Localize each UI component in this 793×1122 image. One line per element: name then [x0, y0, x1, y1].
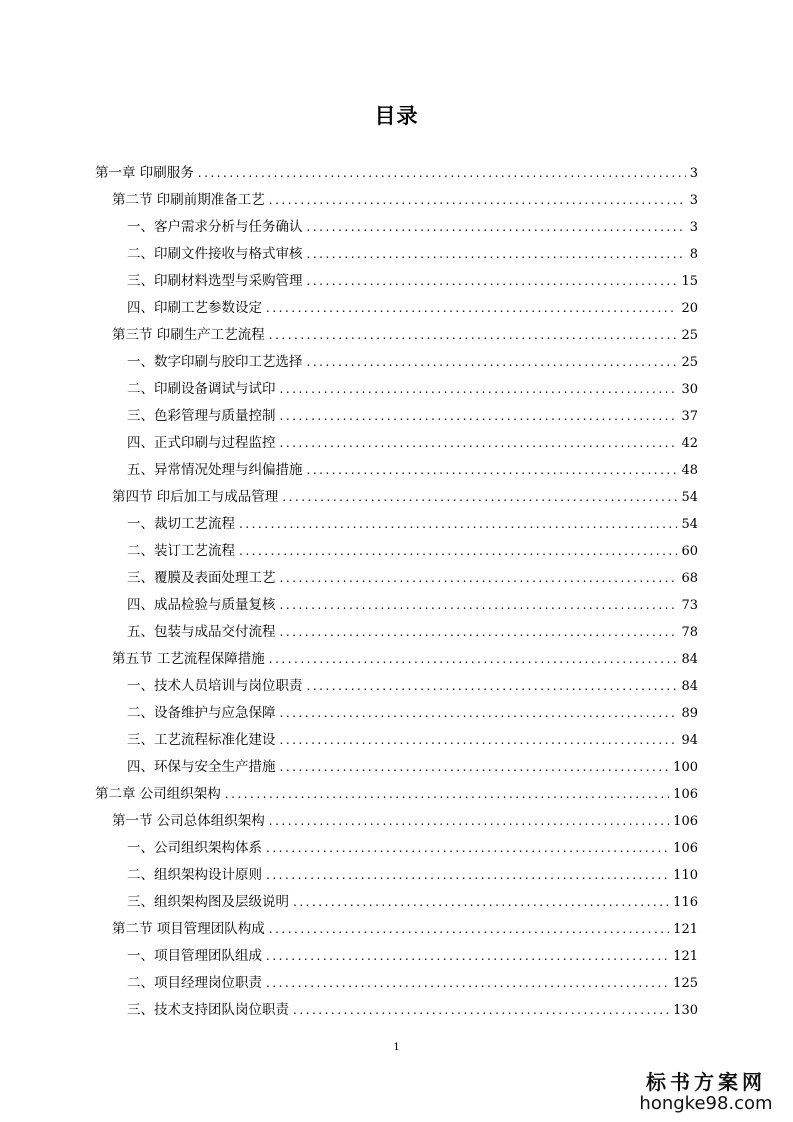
toc-entry[interactable]	[95, 943, 698, 970]
toc-leader-dots	[269, 916, 669, 943]
toc-entry[interactable]	[95, 997, 698, 1024]
toc-leader-dots	[266, 943, 669, 970]
toc-entry-label: 三、技术支持团队岗位职责	[127, 1002, 289, 1018]
toc-entry-page: 78	[681, 625, 698, 640]
toc-entry-label: 二、项目经理岗位职责	[127, 975, 262, 991]
toc-entry-label: 二、印刷设备调试与试印	[127, 381, 276, 397]
toc-entry-page: 3	[689, 193, 698, 208]
toc-leader-dots	[307, 214, 686, 241]
toc-entry-label: 二、组织架构设计原则	[127, 867, 262, 883]
toc-entry[interactable]	[95, 430, 698, 457]
toc-entry[interactable]	[95, 916, 698, 943]
toc-entry-label: 第五节 工艺流程保障措施	[112, 651, 265, 667]
page-number: 1	[393, 1042, 400, 1053]
toc-leader-dots	[266, 970, 669, 997]
toc-entry-label: 第二节 印刷前期准备工艺	[112, 192, 265, 208]
toc-entry[interactable]	[95, 241, 698, 268]
watermark-url: hongke98.com	[639, 1093, 773, 1114]
toc-leader-dots	[280, 619, 678, 646]
toc-title: 目录	[374, 104, 419, 128]
toc-entry-page: 106	[673, 787, 698, 802]
toc-entry-page: 3	[689, 220, 698, 235]
toc-entry-page: 89	[681, 706, 698, 721]
table-of-contents	[95, 160, 698, 1024]
toc-entry-label: 第二节 项目管理团队构成	[112, 921, 265, 937]
toc-entry[interactable]	[95, 889, 698, 916]
toc-entry-label: 二、设备维护与应急保障	[127, 705, 276, 721]
toc-leader-dots	[280, 700, 678, 727]
toc-entry-label: 一、公司组织架构体系	[127, 840, 262, 856]
toc-entry-page: 54	[681, 490, 698, 505]
toc-entry-page: 20	[681, 301, 698, 316]
toc-leader-dots	[269, 187, 686, 214]
toc-leader-dots	[307, 241, 686, 268]
toc-leader-dots	[266, 835, 669, 862]
toc-leader-dots	[293, 889, 669, 916]
toc-entry[interactable]	[95, 457, 698, 484]
toc-entry[interactable]	[95, 295, 698, 322]
toc-entry-page: 84	[681, 679, 698, 694]
toc-entry-page: 42	[681, 436, 698, 451]
toc-entry[interactable]	[95, 349, 698, 376]
toc-entry-page: 100	[673, 760, 698, 775]
toc-entry-label: 第三节 印刷生产工艺流程	[112, 327, 265, 343]
toc-leader-dots	[239, 511, 677, 538]
toc-entry-page: 37	[681, 409, 698, 424]
toc-entry-page: 121	[673, 922, 698, 937]
toc-entry-label: 一、技术人员培训与岗位职责	[127, 678, 303, 694]
toc-entry[interactable]	[95, 700, 698, 727]
toc-entry-page: 30	[681, 382, 698, 397]
toc-entry-label: 四、环保与安全生产措施	[127, 759, 276, 775]
toc-entry-page: 25	[681, 355, 698, 370]
toc-entry-label: 第二章 公司组织架构	[95, 786, 221, 802]
watermark	[631, 1066, 781, 1114]
toc-entry-page: 130	[673, 1003, 698, 1018]
toc-entry[interactable]	[95, 862, 698, 889]
toc-entry-label: 二、装订工艺流程	[127, 543, 235, 559]
toc-entry-label: 三、印刷材料选型与采购管理	[127, 273, 303, 289]
toc-entry-page: 3	[689, 166, 698, 181]
toc-entry[interactable]	[95, 214, 698, 241]
toc-entry[interactable]	[95, 538, 698, 565]
toc-entry[interactable]	[95, 754, 698, 781]
toc-entry-page: 106	[673, 814, 698, 829]
toc-entry-label: 一、项目管理团队组成	[127, 948, 262, 964]
toc-leader-dots	[280, 403, 678, 430]
toc-entry-page: 121	[673, 949, 698, 964]
toc-entry-label: 一、裁切工艺流程	[127, 516, 235, 532]
toc-entry[interactable]	[95, 781, 698, 808]
toc-entry[interactable]	[95, 619, 698, 646]
toc-entry[interactable]	[95, 592, 698, 619]
toc-entry-page: 48	[681, 463, 698, 478]
toc-entry-label: 五、包装与成品交付流程	[127, 624, 276, 640]
toc-entry-label: 一、数字印刷与胶印工艺选择	[127, 354, 303, 370]
toc-leader-dots	[280, 430, 678, 457]
toc-leader-dots	[307, 457, 678, 484]
toc-leader-dots	[198, 160, 686, 187]
toc-leader-dots	[269, 646, 678, 673]
toc-entry-page: 73	[681, 598, 698, 613]
toc-leader-dots	[280, 592, 678, 619]
toc-leader-dots	[280, 754, 670, 781]
toc-entry[interactable]	[95, 511, 698, 538]
toc-entry-page: 125	[673, 976, 698, 991]
toc-entry-label: 二、印刷文件接收与格式审核	[127, 246, 303, 262]
toc-entry[interactable]	[95, 376, 698, 403]
toc-entry[interactable]	[95, 484, 698, 511]
toc-leader-dots	[266, 295, 677, 322]
toc-leader-dots	[282, 484, 677, 511]
toc-entry-label: 三、色彩管理与质量控制	[127, 408, 276, 424]
toc-entry[interactable]	[95, 160, 698, 187]
toc-entry[interactable]	[95, 808, 698, 835]
toc-leader-dots	[280, 727, 678, 754]
toc-entry-label: 一、客户需求分析与任务确认	[127, 219, 303, 235]
toc-entry-label: 三、覆膜及表面处理工艺	[127, 570, 276, 586]
toc-entry-label: 三、工艺流程标准化建设	[127, 732, 276, 748]
toc-entry-label: 四、成品检验与质量复核	[127, 597, 276, 613]
toc-entry-page: 68	[681, 571, 698, 586]
toc-entry-label: 三、组织架构图及层级说明	[127, 894, 289, 910]
toc-entry-page: 106	[673, 841, 698, 856]
toc-entry-page: 15	[681, 274, 698, 289]
toc-entry[interactable]	[95, 187, 698, 214]
toc-leader-dots	[269, 322, 678, 349]
toc-leader-dots	[293, 997, 669, 1024]
toc-leader-dots	[307, 268, 678, 295]
toc-entry-label: 第一章 印刷服务	[95, 165, 194, 181]
toc-entry[interactable]	[95, 268, 698, 295]
toc-entry[interactable]	[95, 673, 698, 700]
watermark-logo-text: 标书方案网	[646, 1070, 766, 1094]
toc-entry-label: 第四节 印后加工与成品管理	[112, 489, 279, 505]
toc-entry[interactable]	[95, 646, 698, 673]
toc-entry[interactable]	[95, 835, 698, 862]
toc-entry[interactable]	[95, 970, 698, 997]
toc-leader-dots	[307, 349, 678, 376]
toc-entry-page: 60	[681, 544, 698, 559]
toc-entry-label: 四、印刷工艺参数设定	[127, 300, 262, 316]
toc-entry-label: 五、异常情况处理与纠偏措施	[127, 462, 303, 478]
toc-leader-dots	[280, 565, 678, 592]
toc-entry[interactable]	[95, 403, 698, 430]
toc-entry-page: 94	[681, 733, 698, 748]
toc-leader-dots	[280, 376, 678, 403]
toc-entry-page: 110	[673, 868, 698, 883]
toc-leader-dots	[225, 781, 669, 808]
toc-entry-page: 54	[681, 517, 698, 532]
toc-leader-dots	[307, 673, 678, 700]
toc-entry[interactable]	[95, 565, 698, 592]
toc-leader-dots	[266, 862, 669, 889]
toc-leader-dots	[239, 538, 677, 565]
toc-entry-page: 84	[681, 652, 698, 667]
toc-entry-page: 116	[673, 895, 698, 910]
toc-entry[interactable]	[95, 727, 698, 754]
toc-entry-label: 第一节 公司总体组织架构	[112, 813, 265, 829]
toc-leader-dots	[269, 808, 669, 835]
toc-entry[interactable]	[95, 322, 698, 349]
toc-entry-page: 8	[689, 247, 698, 262]
toc-entry-page: 25	[681, 328, 698, 343]
toc-entry-label: 四、正式印刷与过程监控	[127, 435, 276, 451]
